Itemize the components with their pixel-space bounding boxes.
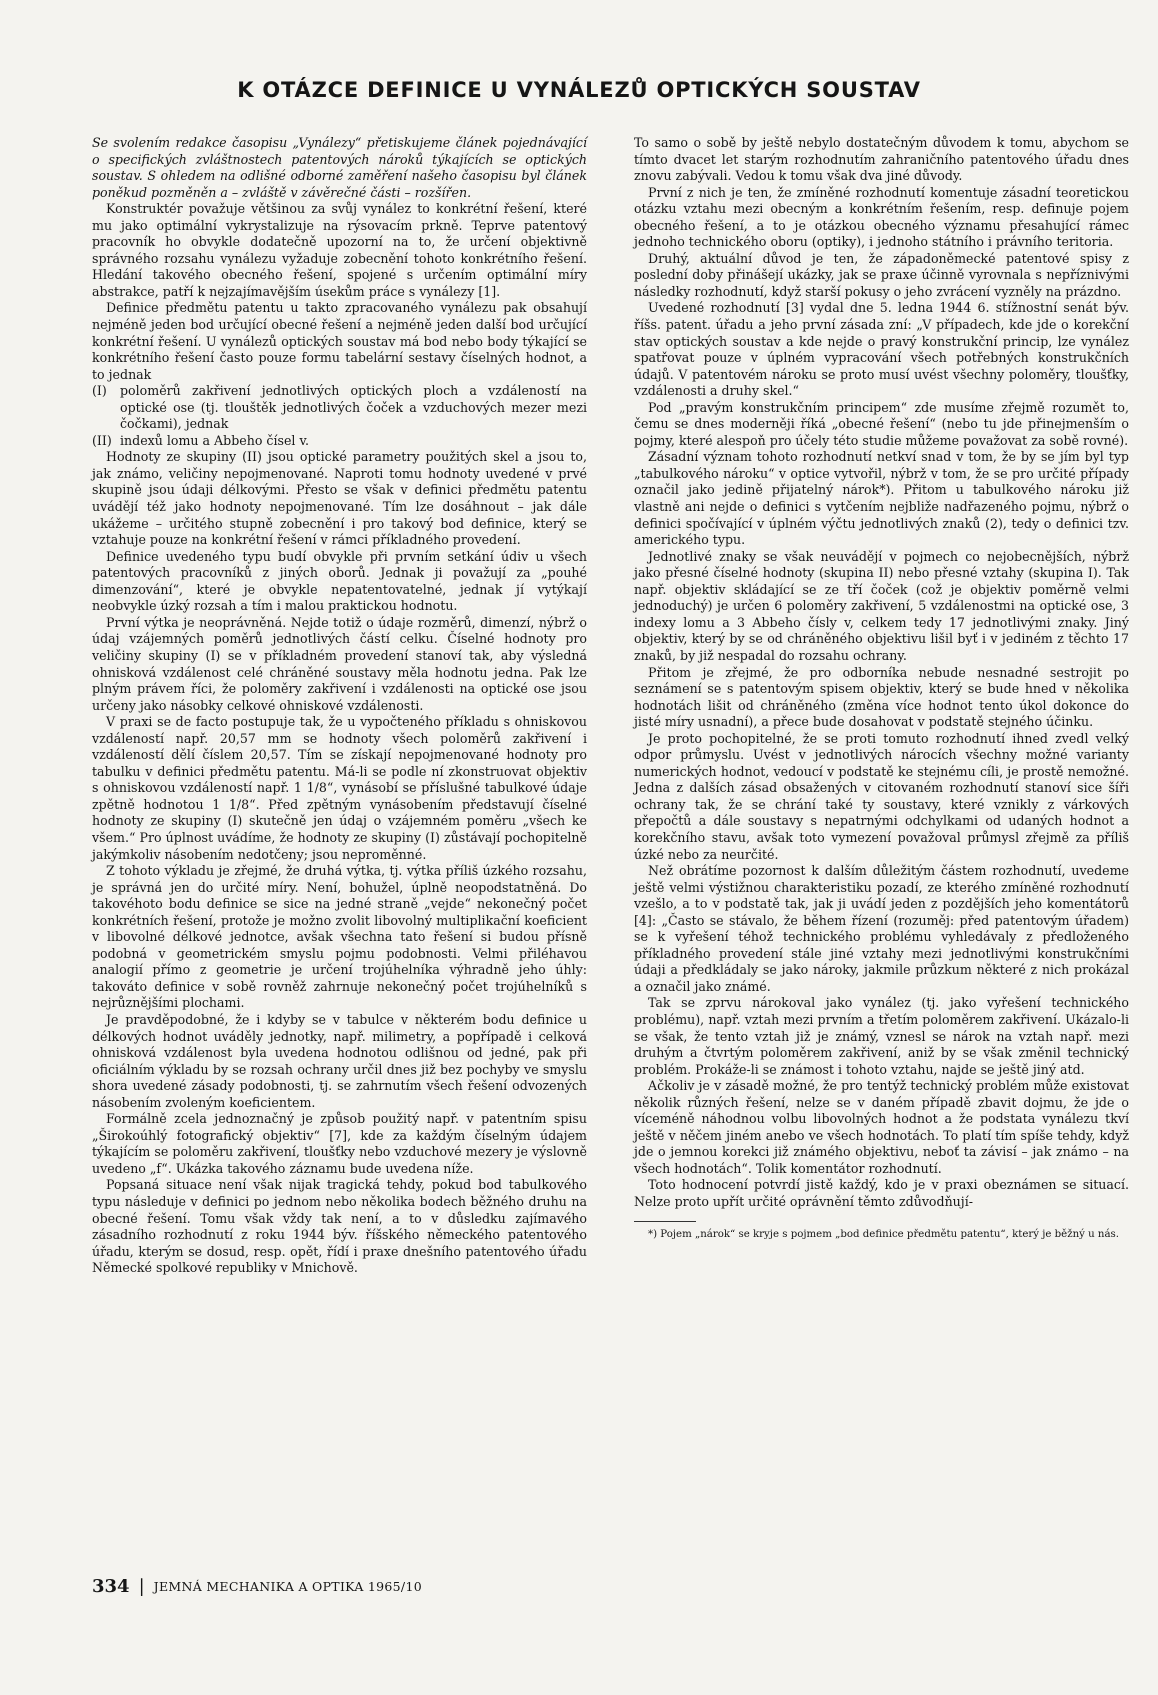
body-paragraph: Ačkoliv je v zásadě možné, že pro tentýž technický problém může existovat několik různých řešení, nelze se v daném případě zbavit dojmu, že jde o víceméně náhodnou volbu libovolných hodnot a že podstata vynálezu tkví ještě v něčem jiném anebo ve všech hodnotách. To platí tím spíše tehdy, když jde o jemnou korekci již známého objektivu, neboť ta závisí – jak známo – na všech hodnotách“. Tolik komentátor rozhodnutí. (634, 1078, 1129, 1176)
body-paragraph: První výtka je neoprávněná. Nejde totiž o údaje rozměrů, dimenzí, nýbrž o údaj vzájemných poměrů jednotlivých částí celku. Číselné hodnoty pro veličiny skupiny (I) se v příkladném provedení stanoví tak, aby výsledná ohnisková vzdálenost celé chráněné soustavy měla hodnotu jedna. Pak lze plným právem říci, že poloměry zakřivení i vzdálenosti na optické ose jsou určeny jako násobky celkové ohniskové vzdálenosti. (92, 614, 587, 713)
body-paragraph: V praxi se de facto postupuje tak, že u vypočteného příkladu s ohniskovou vzdáleností např. 20,57 mm se hodnoty všech poloměrů zakřivení i vzdáleností dělí číslem 20,57. Tím se získají nepojmenované hodnoty pro tabulku v definici předmětu patentu. Má-li se podle ní zkonstruovat objektiv s ohniskovou vzdáleností např. 1 1/8“, vynásobí se příslušné tabulkové údaje zpětně hodnotou 1 1/8“. Před zpětným vynásobením představují číselné hodnoty ze skupiny (I) skutečně jen údaj o vzájemném poměru „všech ke všem.“ Pro úplnost uvádíme, že hodnoty ze skupiny (I) zůstávají pochopitelně jakýmkoliv násobením nedotčeny; jsou neproměnné. (92, 714, 587, 862)
body-paragraph: Zásadní význam tohoto rozhodnutí netkví snad v tom, že by se jím byl typ „tabulkového nároku“ v optice vytvořil, nýbrž v tom, že se pro určité případy označil jako jedině přijatelný nárok*). Přitom u tabulkového nároku již vlastně ani nejde o definici s vytčením nejbliže nadřazeného pojmu, nýbrž o definici spočívající v úplném výčtu jednotlivých znaků (2), tedy o definici tzv. amerického typu. (634, 449, 1129, 548)
body-paragraph: Tak se zprvu nárokoval jako vynález (tj. jako vyřešení technického problému), např. vztah mezi prvním a třetím poloměrem zakřivení. Ukázalo-li se však, že tento vztah již je známý, vznesl se nárok na vztah např. mezi druhým a čtvrtým poloměrem zakřivení, aniž by se však změnil technický problém. Prokáže-li se známost i tohoto vztahu, najde se ještě jiný atd. (634, 995, 1129, 1077)
list-marker: (I) (92, 383, 107, 399)
body-paragraph: Z tohoto výkladu je zřejmé, že druhá výtka, tj. výtka příliš úzkého rozsahu, je správná jen do určité míry. Není, bohužel, úplně neopodstatněná. Do takovéhoto bodu definice se sice na jedné straně „vejde“ nekonečný počet konkrétních řešení, protože je možno zvolit libovolný multiplikační koeficient v libovolné délkové jednotce, avšak všechna tato řešení si budou přísně podobná v geometrickém smyslu pojmu podobnosti. Velmi přiléhavou analogií přímo z geometrie je určení trojúhelníka výhradně jeho úhly: takováto definice v sobě rovněž zahrnuje nekonečný počet trojúhelníků s nejrůznějšími plochami. (92, 863, 587, 1011)
body-paragraph: Přitom je zřejmé, že pro odborníka nebude nesnadné sestrojit po seznámení se s patentovým spisem objektiv, který se bude hned v několika hodnotách lišit od chráněného (změna více hodnot tento úkol dokonce do jisté míry usnadní), a přece bude dosahovat v podstatě stejného účinku. (634, 664, 1129, 730)
body-paragraph: Definice uvedeného typu budí obvykle při prvním setkání údiv u všech patentových pracovníků z jiných oborů. Jednak ji považují za „pouhé dimenzování“, které je obvykle nepatentovatelné, jednak jí vytýkají neobvykle úzký rozsah a tím i malou praktickou hodnotu. (92, 548, 587, 614)
body-paragraph: Uvedené rozhodnutí [3] vydal dne 5. ledna 1944 6. stížnostní senát býv. říšs. patent. úřadu a jeho první zásada zní: „V případech, kde jde o korekční stav optických soustav a kde nejde o pravý konstrukční princip, lze vynález spatřovat pouze v úplném vypracování všech potřebných konstrukčních údajů. V patentovém nároku se proto musí uvést všechny poloměry, tloušťky, vzdálenosti a druhy skel.“ (634, 300, 1129, 399)
body-paragraph: Definice předmětu patentu u takto zpracovaného vynálezu pak obsahují nejméně jeden bod určující obecné řešení a nejméně jeden další bod určující konkrétní řešení. U vynálezů optických soustav má bod nebo body týkající se konkrétního řešení často pouze formu tabelární sestavy číselných hodnot, a to jednak (92, 300, 587, 382)
left-column (92, 135, 587, 1277)
list-item-text: poloměrů zakřivení jednotlivých optických ploch a vzdáleností na optické ose (tj. tlouštěk jednotlivých čoček a vzduchových mezer mezi čočkami), jednak (120, 383, 587, 432)
body-paragraph: Je pravděpodobné, že i kdyby se v tabulce v některém bodu definice u délkových hodnot uváděly jednotky, např. milimetry, a popřípadě i celková ohnisková vzdálenost byla uvedena hodnotou odlišnou od jedné, pak při oficiálním výkladu by se rozsah ochrany určil dnes již bez pochyby ve smyslu shora uvedené zásady podobnosti, tj. se zahrnutím všech řešení odvozených násobením zvoleným koeficientem. (92, 1011, 587, 1110)
body-paragraph: Toto hodnocení potvrdí jistě každý, kdo je v praxi obeznámen se situací. Nelze proto upřít určité oprávnění těmto zdůvodňují- (634, 1177, 1129, 1209)
footnote-divider (634, 1221, 696, 1222)
body-paragraph: Konstruktér považuje většinou za svůj vynález to konkrétní řešení, které mu jako optimální vykrystalizuje na rýsovacím prkně. Teprve patentový pracovník ho obvykle dodatečně upozorní na to, že určení objektivně správného rozsahu vynálezu vyžaduje zobecnění tohoto konkrétního řešení. Hledání takového obecného řešení, spojené s určením optimální míry abstrakce, patří k nejzajímavějším úsekům práce s vynálezy [1]. (92, 201, 587, 299)
body-paragraph: Formálně zcela jednoznačný je způsob použitý např. v patentním spisu „Širokoúhlý fotografický objektiv“ [7], kde za každým číselným údajem týkajícím se poloměru zakřivení, tloušťky nebo vzduchové mezery je výslovně uvedeno „f“. Ukázka takového záznamu bude uvedena níže. (92, 1111, 587, 1176)
right-column (634, 135, 1129, 1242)
intro-paragraph: Se svolením redakce časopisu „Vynálezy“ přetiskujeme článek pojednávající o specifických zvláštnostech patentových nároků týkajících se optických soustav. S ohledem na odlišné odborné zaměření našeho časopisu byl článek poněkud pozměněn a – zvláště v závěrečné části – rozšířen. (92, 135, 587, 200)
article-title: K OTÁZCE DEFINICE U VYNÁLEZŮ OPTICKÝCH SOUSTAV (237, 78, 921, 102)
list-item (92, 383, 587, 433)
page-footer (92, 1576, 422, 1597)
body-paragraph: Než obrátíme pozornost k dalším důležitým částem rozhodnutí, uvedeme ještě velmi výstižnou charakteristiku pozadí, ze kterého zmíněné rozhodnutí vzešlo, a to v podstatě tak, jak ji uvádí jeden z pozdějších jeho komentátorů [4]: „Často se stávalo, že během řízení (rozuměj: před patentovým úřadem) se k vyřešení téhož technického problému vyhledávaly z předloženého příkladného provedení stále jiné vztahy mezi jednotlivými konstrukčními údaji a předkládaly se jako nároky, jakmile průzkum některé z nich prokázal a označil jako známé. (634, 863, 1129, 994)
body-paragraph: Je proto pochopitelné, že se proti tomuto rozhodnutí ihned zvedl velký odpor průmyslu. Uvést v jednotlivých nárocích všechny možné varianty numerických hodnot, vedoucí v podstatě ke stejnému cíli, je prostě nemožné. Jedna z dalších zásad obsažených v citovaném rozhodnutí stanoví sice šíři ochrany tak, že se chrání také ty soustavy, které vznikly z várkových přepočtů a dále soustavy s nepatrnými odchylkami od udaných hodnot a korekčního stavu, avšak toto vymezení považoval průmysl zřejmě za příliš úzké nebo za neurčité. (634, 730, 1129, 862)
body-paragraph: Pod „pravým konstrukčním principem“ zde musíme zřejmě rozumět to, čemu se dnes moderněji říká „obecné řešení“ (nebo tu jde přinejmenším o pojmy, které alespoň pro účely této studie můžeme považovat za sobě rovné). (634, 399, 1129, 448)
body-paragraph: Popsaná situace není však nijak tragická tehdy, pokud bod tabulkového typu následuje v definici po jednom nebo několika bodech běžného druhu na obecné řešení. Tomu však vždy tak není, a to v důsledku zajímavého zásadního rozhodnutí z roku 1944 býv. říšského německého patentového úřadu, kterým se dosud, resp. opět, řídí i praxe dnešního patentového úřadu Německé spolkové republiky v Mnichově. (92, 1177, 587, 1276)
journal-name: JEMNÁ MECHANIKA A OPTIKA 1965/10 (153, 1579, 422, 1594)
list-marker: (II) (92, 432, 112, 448)
list-item-text: indexů lomu a Abbeho čísel v. (120, 432, 310, 448)
footnote: *) Pojem „nárok“ se kryje s pojmem „bod definice předmětu patentu“, který je běžný u nás. (648, 1228, 1120, 1240)
body-paragraph: To samo o sobě by ještě nebylo dostatečným důvodem k tomu, abychom se tímto dvacet let starým rozhodnutím zahraničního patentového úřadu dnes znovu zabývali. Vedou k tomu však dva jiné důvody. (634, 135, 1129, 184)
body-paragraph: Jednotlivé znaky se však neuvádějí v pojmech co nejobecnějších, nýbrž jako přesné číselné hodnoty (skupina II) nebo přesné vztahy (skupina I). Tak např. objektiv skládající se ze tří čoček (což je objektiv poměrně velmi jednoduchý) je určen 6 poloměry zakřivení, 5 vzdálenostmi na optické ose, 3 indexy lomu a 3 Abbeho čísly v, celkem tedy 17 jednotlivými znaky. Jiný objektiv, který by se od chráněného objektivu lišil byť i v jediném z těchto 17 znaků, by již nespadal do rozsahu ochrany. (634, 548, 1129, 663)
body-paragraph: První z nich je ten, že zmíněné rozhodnutí komentuje zásadní teoretickou otázku vztahu mezi obecným a konkrétním řešením, resp. definuje pojem obecného řešení, a to je otázkou obecného významu přesahující rámec jednoho technického oboru (optiky), i jednoho státního i právního teritoria. (634, 184, 1129, 250)
footer-divider: | (138, 1576, 145, 1597)
body-paragraph: Hodnoty ze skupiny (II) jsou optické parametry použitých skel a jsou to, jak známo, veličiny nepojmenované. Naproti tomu hodnoty uvedené v prvé skupině jsou údaji délkovými. Přesto se však v definici předmětu patentu uvádějí též jako hodnoty nepojmenované. Tím lze dosáhnout – jak dále ukážeme – určitého stupně zobecnění i pro takový bod definice, který se vztahuje pouze na konkrétní řešení v rámci příkladného provedení. (92, 449, 587, 548)
page-number: 334 (92, 1576, 130, 1597)
body-paragraph: Druhý, aktuální důvod je ten, že západoněmecké patentové spisy z poslední doby přinášejí ukázky, jak se praxe účinně vyrovnala s nepříznivými následky rozhodnutí, když starší pokusy o jeho zvrácení vyzněly na prázdno. (634, 250, 1129, 299)
list-item (92, 433, 587, 450)
